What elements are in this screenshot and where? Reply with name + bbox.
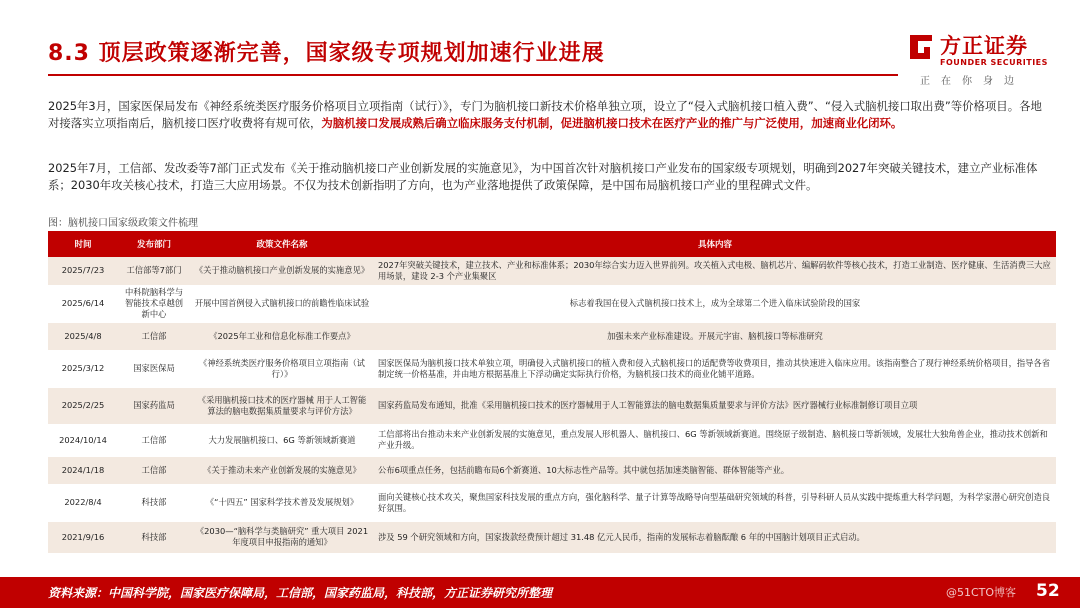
cell-name: 《2025年工业和信息化标准工作要点》 [190,322,374,350]
cell-dept: 工信部 [118,456,190,484]
cell-date: 2025/3/12 [48,350,118,387]
cell-dept: 国家药监局 [118,387,190,424]
cell-date: 2022/8/4 [48,484,118,521]
cell-date: 2025/2/25 [48,387,118,424]
cell-date: 2025/6/14 [48,285,118,322]
intro-paragraph-2: 2025年7月，工信部、发改委等7部门正式发布《关于推动脑机接口产业创新发展的实施意见》，为中国首次针对脑机接口产业发布的国家级专项规划，明确到2027年突破关键技术，建立产业标准体系；2030年攻关核心技术，打造三大应用场景。不仅为技术创新指明了方向，也为产业落地提供了政策保障，是中国布局脑机接口产业的里程碑式文件。 [48,161,1038,192]
cell-dept: 科技部 [118,521,190,553]
cell-content: 2027年突破关键技术，建立技术、产业和标准体系；2030年综合实力迈入世界前列。攻关植入式电极、脑机芯片、编解码软件等核心技术，打造工业制造、医疗健康、生活消费三大应用场景，建设 2-3 个产业集聚区 [374,257,1056,285]
page-header [0,0,1080,92]
cell-dept: 科技部 [118,484,190,521]
cell-name: 《关于推动未来产业创新发展的实施意见》 [190,456,374,484]
col-header-date: 时间 [48,231,118,257]
logo-name-en: FOUNDER SECURITIES [940,58,1048,67]
cell-dept: 中科院脑科学与智能技术卓越创新中心 [118,285,190,322]
col-header-dept: 发布部门 [118,231,190,257]
cell-date: 2024/1/18 [48,456,118,484]
logo-name-cn: 方正证券 [940,34,1028,58]
intro-paragraph-1 [48,98,1048,132]
cell-date: 2024/10/14 [48,424,118,456]
paragraph-1-text: 2025年3月，国家医保局发布《神经系统类医疗服务价格项目立项指南（试行）》，专门为脑机接口新技术价格单独立项，设立了“侵入式脑机接口植入费”、“侵入式脑机接口取出费”等价格项目。各地对接落实立项指南后，脑机接口医疗收费将有规可依， [48,99,1042,130]
cell-dept: 工信部等7部门 [118,257,190,285]
cell-content: 公布6项重点任务，包括前瞻布局6个新赛道、10大标志性产品等。其中就包括加速类脑智能、群体智能等产业。 [374,456,1056,484]
page-title: 8.3 顶层政策逐渐完善，国家级专项规划加速行业进展 [48,41,605,66]
table-row [48,484,1056,521]
cell-content: 工信部将出台推动未来产业创新发展的实施意见，重点发展人形机器人、脑机接口、6G 等新领域新赛道。围绕原子级制造、脑机接口等新领域，发展壮大独角兽企业，推动技术创新和产业升级。 [374,424,1056,456]
cell-date: 2021/9/16 [48,521,118,553]
page-footer [0,577,1080,608]
table-row [48,350,1056,387]
cell-name: 《2030—“脑科学与类脑研究” 重大项目 2021 年度项目申报指南的通知》 [190,521,374,553]
company-logo [906,28,1056,92]
paragraph-1-highlight: 为脑机接口发展成熟后确立临床服务支付机制，促进脑机接口技术在医疗产业的推广与广泛使用，加速商业化闭环。 [321,116,903,130]
cell-content: 面向关键核心技术攻关，聚焦国家科技发展的重点方向，强化脑科学、量子计算等战略导向型基础研究领域的科普，引导科研人员从实践中提炼重大科学问题，为科学家潜心研究创造良好氛围。 [374,484,1056,521]
cell-content: 涉及 59 个研究领域和方向，国家拨款经费预计超过 31.48 亿元人民币，指南的发展标志着脑酝酿 6 年的中国脑计划项目正式启动。 [374,521,1056,553]
cell-content: 国家医保局为脑机接口技术单独立项，明确侵入式脑机接口的植入费和侵入式脑机接口的适配费等收费项目，推动其快速进入临床应用。该指南整合了现行神经系统价格项目，指导各省制定统一价格基准，并由地方根据基准上下浮动确定实际执行价格，为脑机接口技术的商业化铺平道路。 [374,350,1056,387]
title-divider [48,74,898,76]
table-row [48,456,1056,484]
table-row [48,424,1056,456]
cell-content: 加强未来产业标准建设。开展元宇宙、脑机接口等标准研究 [374,322,1056,350]
col-header-content: 具体内容 [374,231,1056,257]
page-number: 52 [1036,581,1060,601]
table-row [48,257,1056,285]
table-header-row [48,231,1056,257]
cell-dept: 国家医保局 [118,350,190,387]
cell-content: 国家药监局发布通知，批准《采用脑机接口技术的医疗器械用于人工智能算法的脑电数据集质量要求与评价方法》医疗器械行业标准制修订项目立项 [374,387,1056,424]
cell-name: 《采用脑机接口技术的医疗器械 用于人工智能算法的脑电数据集质量要求与评价方法》 [190,387,374,424]
source-note: 资料来源：中国科学院，国家医疗保障局，工信部，国家药监局，科技部，方正证券研究所整理 [48,586,553,600]
cell-name: 《“十四五” 国家科学技术普及发展规划》 [190,484,374,521]
cell-name: 《关于推动脑机接口产业创新发展的实施意见》 [190,257,374,285]
table-row [48,521,1056,553]
table-caption: 图：脑机接口国家级政策文件梳理 [48,218,198,229]
watermark: @51CTO博客 [946,586,1017,599]
cell-dept: 工信部 [118,322,190,350]
cell-dept: 工信部 [118,424,190,456]
cell-name: 开展中国首例侵入式脑机接口的前瞻性临床试验 [190,285,374,322]
cell-name: 《神经系统类医疗服务价格项目立项指南（试行）》 [190,350,374,387]
cell-date: 2025/7/23 [48,257,118,285]
logo-tagline: 正在你身边 [920,76,1025,87]
cell-name: 大力发展脑机接口、6G 等新领域新赛道 [190,424,374,456]
policy-table [48,231,1056,554]
cell-content: 标志着我国在侵入式脑机接口技术上，成为全球第二个进入临床试验阶段的国家 [374,285,1056,322]
col-header-name: 政策文件名称 [190,231,374,257]
table-row [48,387,1056,424]
table-row [48,285,1056,322]
founder-logo-icon [906,32,936,62]
cell-date: 2025/4/8 [48,322,118,350]
table-row [48,322,1056,350]
